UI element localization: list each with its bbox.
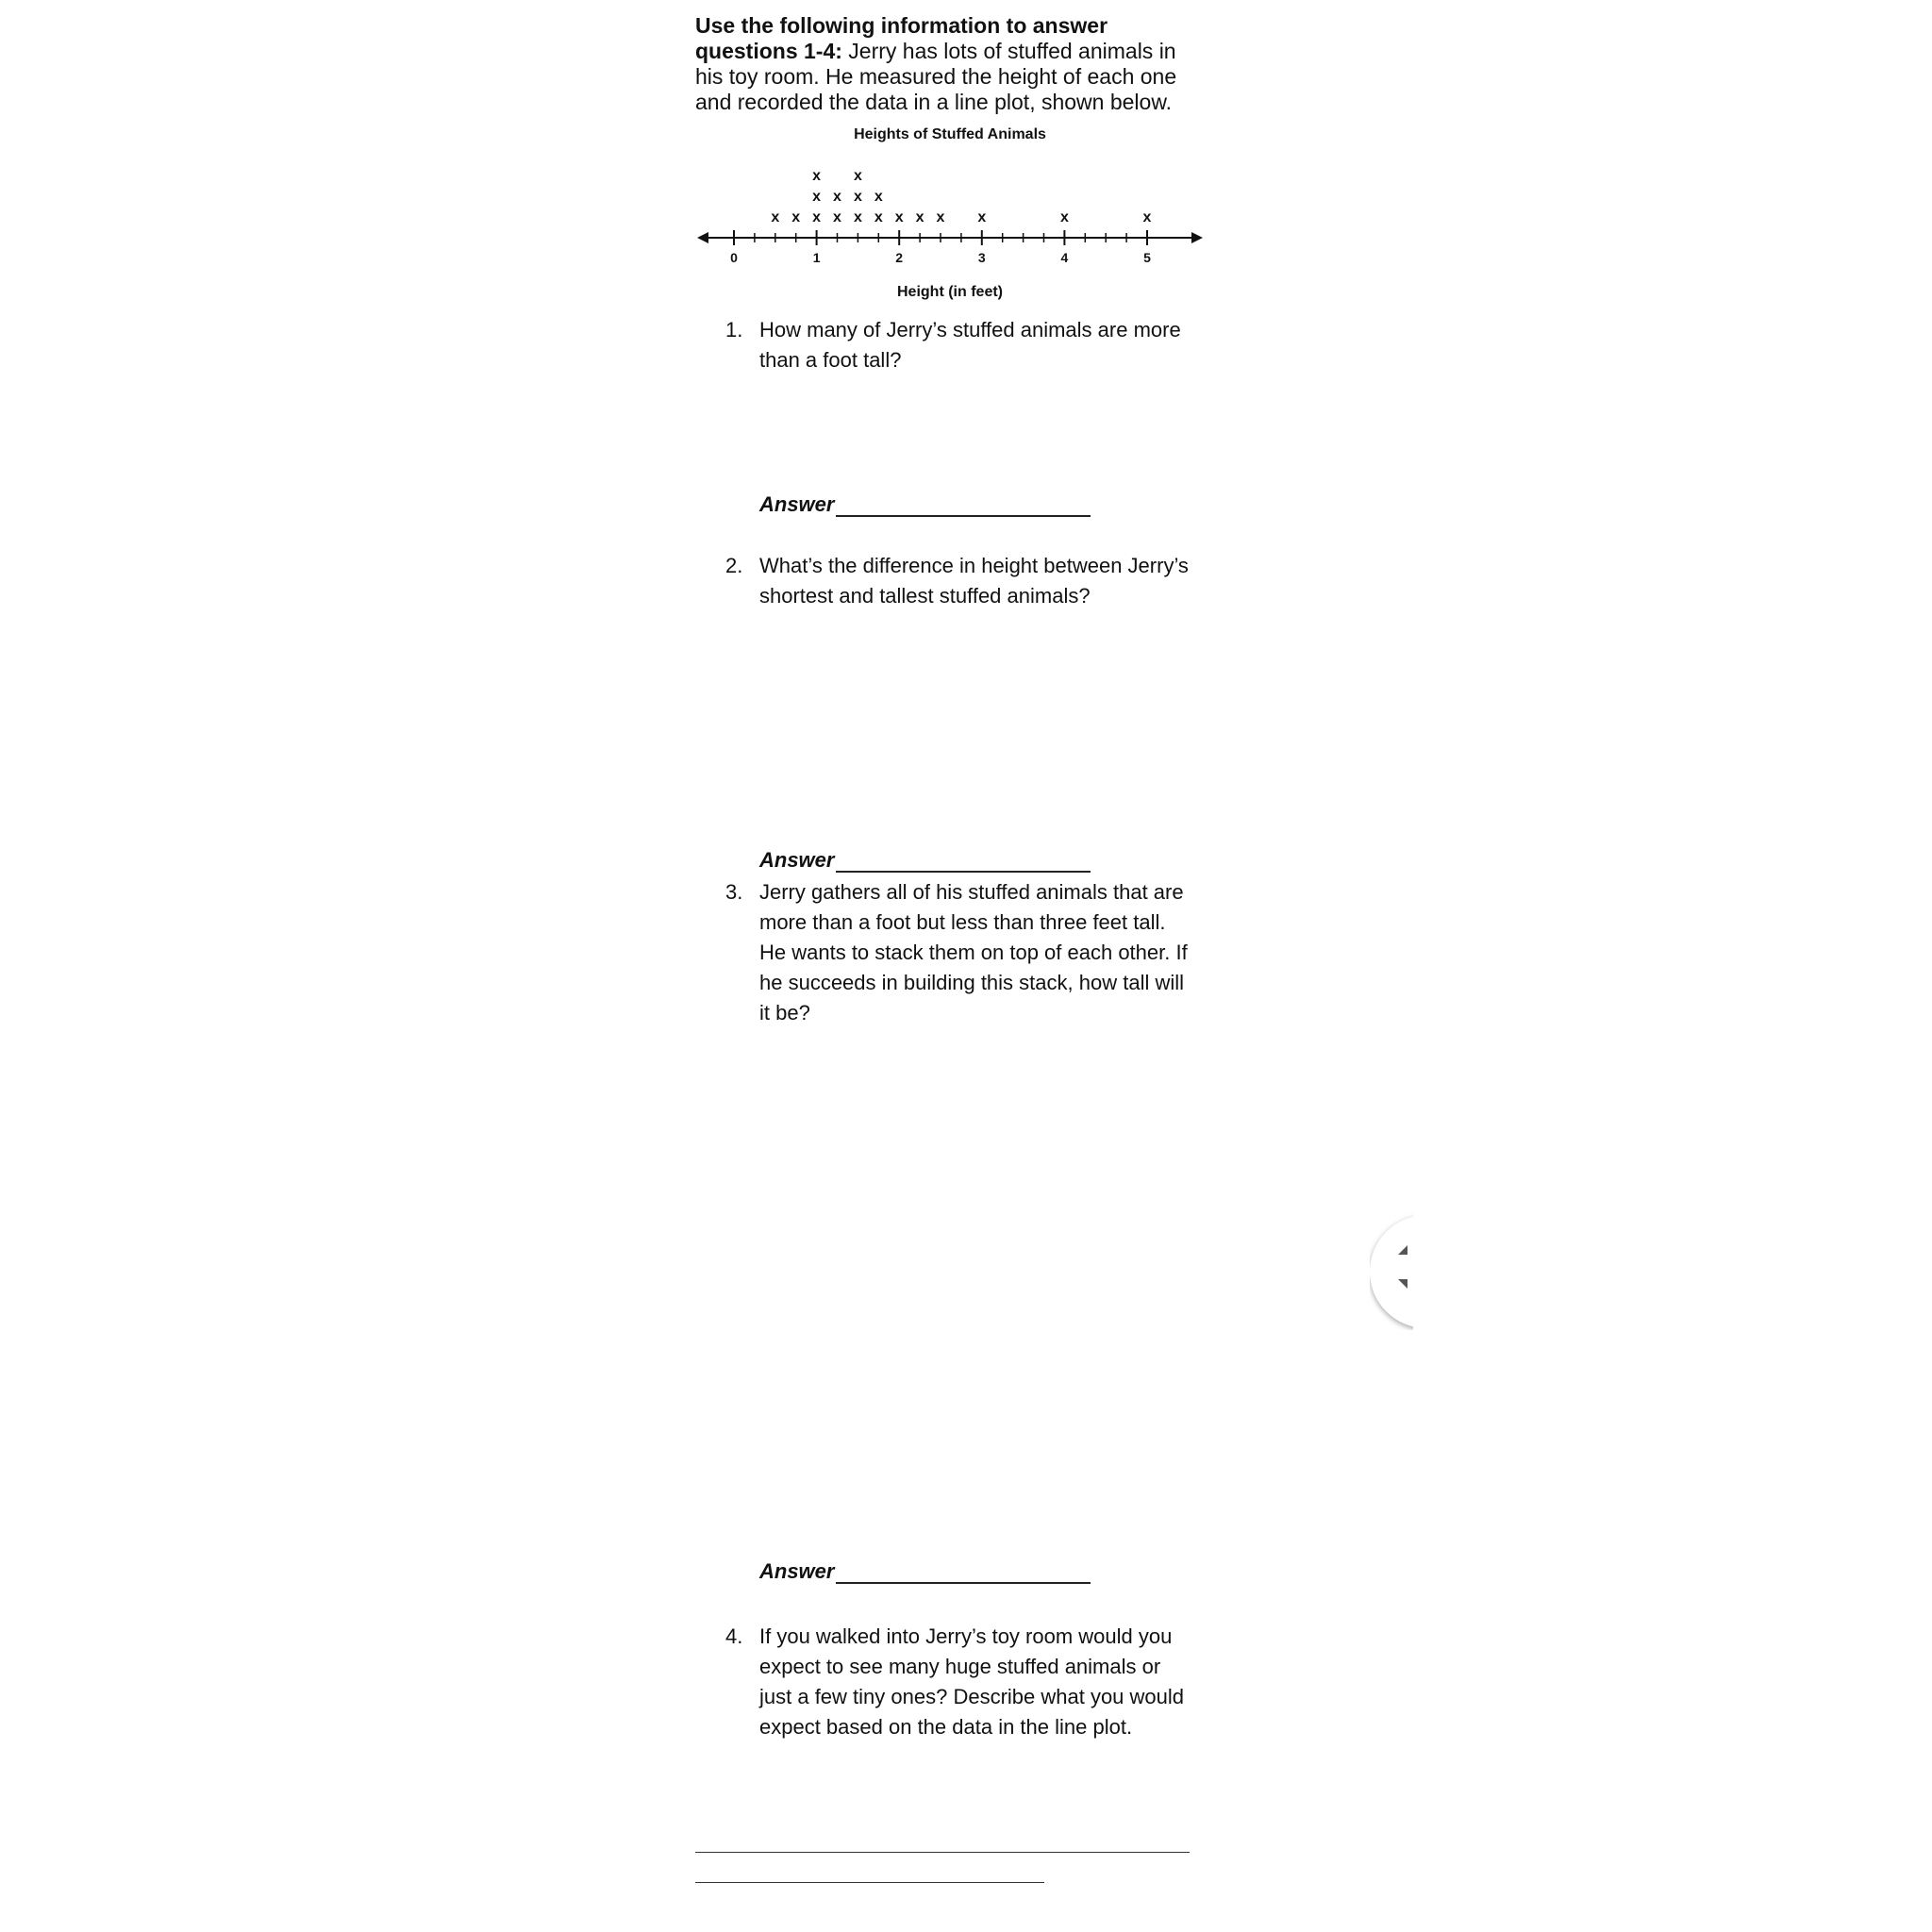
answer-4-line-1[interactable] — [695, 1852, 1190, 1853]
data-point-x: x — [874, 209, 883, 225]
data-point-x: x — [833, 209, 841, 225]
tick-label: 4 — [1060, 250, 1069, 265]
question-3-number: 3. — [725, 880, 743, 904]
question-2-text: What’s the difference in height between Jerry’s shortest and tallest stuffed animals? — [759, 554, 1189, 608]
axis-arrow-left — [697, 232, 708, 243]
data-point-x: x — [812, 168, 822, 184]
question-2-number: 2. — [725, 554, 743, 577]
data-point-x: x — [874, 189, 883, 205]
data-point-x: x — [791, 209, 801, 225]
question-4 — [725, 1622, 1197, 1742]
tick-label: 3 — [977, 250, 986, 265]
question-1-text: How many of Jerry’s stuffed animals are more than a foot tall? — [759, 318, 1181, 372]
side-scroll-widget[interactable] — [1370, 1208, 1413, 1330]
intro-paragraph — [695, 13, 1205, 115]
x-axis-label: Height (in feet) — [897, 284, 1003, 300]
answer-3-label: Answer — [759, 1559, 835, 1583]
data-point-x: x — [977, 209, 987, 225]
answer-1-label: Answer — [759, 492, 835, 516]
data-point-x: x — [894, 209, 904, 225]
plot-title: Heights of Stuffed Animals — [854, 126, 1046, 142]
data-point-x: x — [853, 168, 862, 184]
data-point-x: x — [915, 209, 924, 225]
answer-1-line[interactable] — [836, 494, 1091, 517]
tick-label: 5 — [1143, 250, 1151, 265]
data-point-x: x — [853, 209, 862, 225]
data-point-x: x — [936, 209, 945, 225]
data-point-x: x — [812, 189, 822, 205]
data-point-x: x — [853, 189, 862, 205]
answer-1[interactable] — [759, 492, 1091, 517]
data-point-x: x — [1059, 209, 1069, 225]
chevron-icon — [1392, 1243, 1409, 1294]
data-point-x: x — [771, 209, 780, 225]
answer-3-line[interactable] — [836, 1561, 1091, 1584]
tick-label: 2 — [895, 250, 904, 265]
tick-label: 1 — [812, 250, 821, 265]
data-point-x: x — [1142, 209, 1152, 225]
question-3 — [725, 877, 1197, 1028]
intro-bold: Use the following information to answer questions 1-4: — [695, 13, 1108, 63]
question-1 — [725, 315, 1197, 375]
question-3-text: Jerry gathers all of his stuffed animals that are more than a foot but less than three feet tall. He wants to stack them on top of each other. If he succeeds in building this stack, how tall will it be? — [759, 880, 1188, 1024]
data-point-x: x — [833, 189, 841, 205]
answer-3[interactable] — [759, 1559, 1091, 1584]
question-1-number: 1. — [725, 318, 743, 341]
question-4-text: If you walked into Jerry’s toy room would you expect to see many huge stuffed animals or just a few tiny ones? Describe what you would expect based on the data in the line plot. — [759, 1624, 1185, 1739]
answer-2-line[interactable] — [836, 850, 1091, 873]
intro-text: Jerry has lots of stuffed animals in his toy room. He measured the height of each one and recorded the data in a line plot, shown below. — [695, 39, 1177, 114]
answer-2-label: Answer — [759, 848, 835, 872]
worksheet-page — [695, 0, 1224, 1932]
tick-label: 0 — [730, 250, 738, 265]
axis-arrow-right — [1191, 232, 1203, 243]
line-plot — [695, 160, 1205, 302]
answer-2[interactable] — [759, 848, 1091, 873]
question-2 — [725, 551, 1197, 611]
answer-4-line-2[interactable] — [695, 1882, 1044, 1883]
question-4-number: 4. — [725, 1624, 743, 1648]
data-point-x: x — [812, 209, 822, 225]
